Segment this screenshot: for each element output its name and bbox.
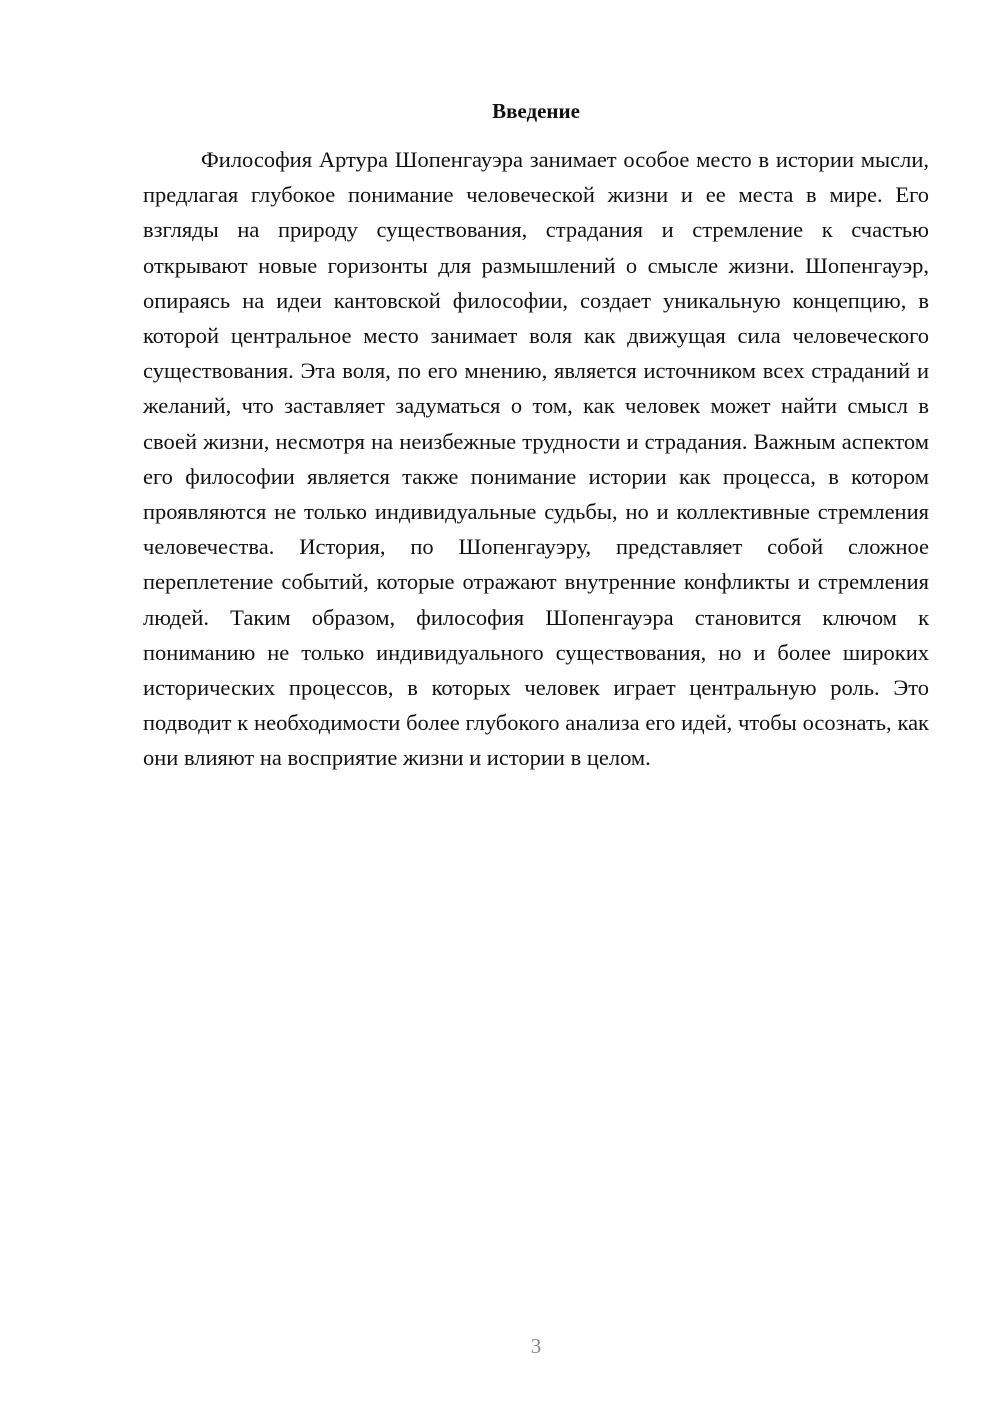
page-number: 3: [530, 1334, 542, 1358]
page-title: Введение: [492, 99, 580, 123]
body-paragraph: Философия Артура Шопенгауэра занимает особое место в истории мысли, предлагая глубокое понимание человеческой жизни и ее места в мире. Его взгляды на природу существования, страдания и стремление к счастью открывают новые горизонты для размышлений о смысле жизни. Шопенгауэр, опираясь на идеи кантовской философии, создает уникальную концепцию, в которой центральное место занимает воля как движущая сила человеческого существования. Эта воля, по его мнению, является источником всех страданий и желаний, что заставляет задуматься о том, как человек может найти смысл в своей жизни, несмотря на неизбежные трудности и страдания. Важным аспектом его философии является также понимание истории как процесса, в котором проявляются не только индивидуальные судьбы, но и коллективные стремления человечества. История, по Шопенгауэру, представляет собой сложное переплетение событий, которые отражают внутренние конфликты и стремления людей. Таким образом, философия Шопенгауэра становится ключом к пониманию не только индивидуального существования, но и более широких исторических процессов, в которых человек играет центральную роль. Это подводит к необходимости более глубокого анализа его идей, чтобы осознать, как они влияют на восприятие жизни и истории в целом.: [143, 147, 929, 771]
